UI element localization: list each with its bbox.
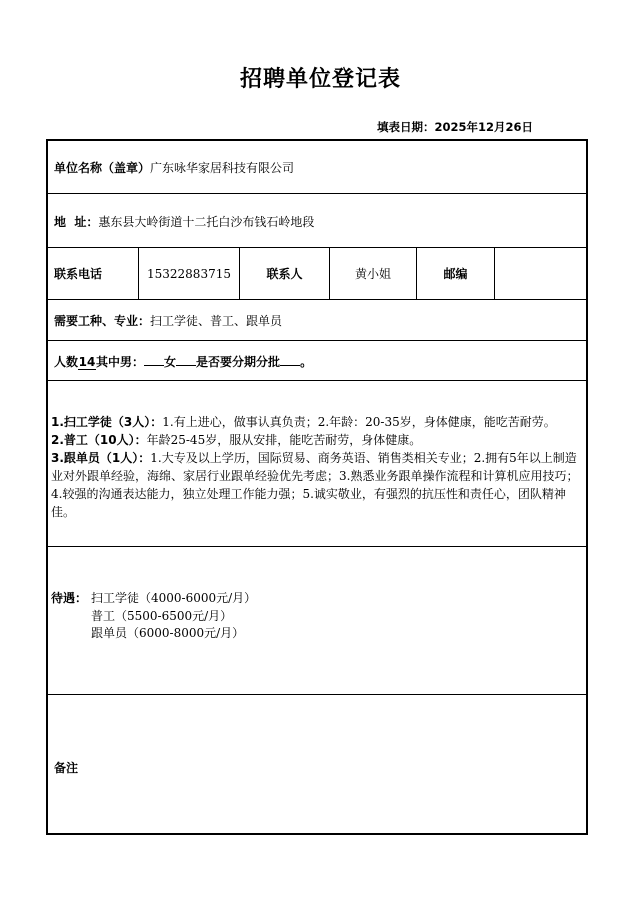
registration-form: [46, 139, 588, 835]
company-cell: [54, 159, 294, 176]
phone-label: 联系电话: [48, 248, 139, 299]
requirements-row: [48, 381, 586, 547]
benefit-item: 跟单员（6000-8000元/月）: [91, 626, 245, 640]
address-value: 惠东县大岭街道十二托白沙布钱石岭地段: [98, 215, 315, 229]
remarks-label: 备注: [54, 761, 79, 775]
phone-value: 15322883715: [139, 248, 240, 299]
female-label: 女: [164, 355, 177, 369]
benefits-block: [51, 590, 256, 643]
remarks-row: [48, 695, 586, 833]
male-value: [144, 365, 164, 366]
requirement-item: 2.普工（10人）：年龄25-45岁，服从安排，能吃苦耐劳，身体健康。: [51, 433, 422, 447]
company-value: 广东咏华家居科技有限公司: [150, 161, 295, 175]
jobs-cell: [54, 312, 282, 329]
benefit-item: 普工（5500-6500元/月）: [91, 608, 233, 623]
requirement-item: 3.跟单员（1人）：1.大专及以上学历，国际贸易、商务英语、销售类相关专业；2.拥有5年以上制造业对外跟单经验，海绵、家居行业跟单经验优先考虑；3.熟悉业务跟单操作流程和计算机应用技巧；4.较强的沟通表达能力，独立处理工作能力强；5.诚实敬业，有强烈的抗压性和责任心，团队精神佳。: [51, 451, 579, 519]
batch-value: [280, 365, 300, 366]
jobs-value: 扫工学徒、普工、跟单员: [150, 314, 283, 328]
headcount-end: 。: [300, 355, 313, 369]
female-value: [176, 365, 196, 366]
postcode-value: [495, 248, 588, 299]
benefit-item: 扫工学徒（4000-6000元/月）: [91, 591, 257, 605]
headcount-prefix: 人数: [54, 355, 79, 369]
requirements-block: [51, 413, 587, 521]
company-row: [48, 141, 586, 194]
fill-date: 填表日期：2025年12月26日: [376, 120, 533, 134]
headcount-number: 14: [78, 355, 96, 369]
address-cell: [54, 213, 314, 230]
address-label: 地 址：: [54, 215, 99, 229]
postcode-label: 邮编: [417, 248, 495, 299]
headcount-row: [48, 341, 586, 381]
benefits-label: 待遇：: [51, 591, 88, 605]
male-label: 其中男：: [96, 355, 145, 369]
jobs-label: 需要工种、专业：: [54, 314, 151, 328]
headcount-cell: [54, 353, 312, 370]
form-title: 招聘单位登记表: [239, 67, 401, 92]
batch-label: 是否要分期分批: [196, 355, 281, 369]
contact-row: [48, 248, 586, 300]
benefits-row: [48, 547, 586, 695]
contact-person-value: 黄小姐: [330, 248, 417, 299]
company-label: 单位名称（盖章）: [54, 161, 151, 175]
address-row: [48, 194, 586, 248]
jobs-row: [48, 300, 586, 341]
contact-person-label: 联系人: [240, 248, 330, 299]
requirement-item: 1.扫工学徒（3人）：1.有上进心，做事认真负责；2.年龄：20-35岁，身体健康，能吃苦耐劳。: [51, 415, 556, 429]
